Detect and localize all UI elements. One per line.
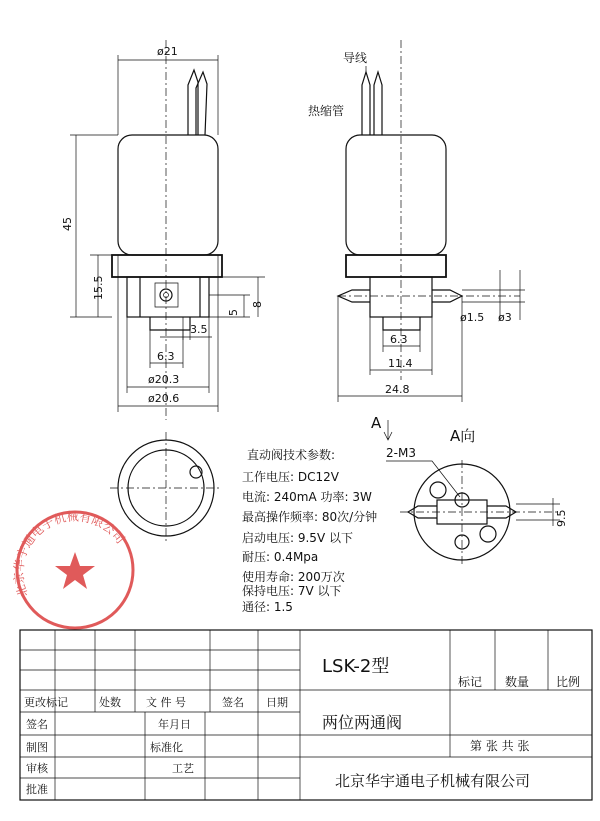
- rev-header-5: 日期: [266, 696, 288, 709]
- spec-block: [242, 447, 377, 614]
- part-name: 两位两通阀: [322, 713, 403, 732]
- sign-row-3: 审核: [26, 762, 48, 775]
- rev-header-4: 签名: [222, 696, 244, 709]
- dim-d21: ø21: [157, 45, 178, 58]
- sheet-label: 第 张 共 张: [470, 739, 530, 753]
- spec-line-3: 最高操作频率: 80次/分钟: [242, 510, 378, 524]
- label-wire: 导线: [343, 51, 368, 65]
- bottom-view-circle: [110, 432, 222, 544]
- port-left-frame: [155, 283, 178, 307]
- flange-left: [112, 255, 222, 277]
- dim-15-5: 15.5: [92, 275, 105, 300]
- dim-11-4: 11.4: [388, 357, 413, 370]
- label-shrink-tube: 热缩管: [308, 104, 345, 118]
- valve-bottom-right: [383, 317, 420, 330]
- sign-right-2: 标准化: [150, 741, 183, 754]
- dim-24-8: 24.8: [385, 383, 410, 396]
- sign-row-1: 签名: [26, 718, 48, 731]
- dim-6-3-right: 6.3: [390, 333, 408, 346]
- dim-d3: ø3: [498, 311, 512, 324]
- sign-row-4: 批准: [26, 783, 48, 796]
- dim-6-3-left: 6.3: [157, 350, 175, 363]
- rev-header-1: 更改标记: [24, 696, 68, 709]
- wire-lead-right: [362, 72, 382, 135]
- dim-45: 45: [61, 217, 74, 231]
- left-view: [61, 40, 265, 420]
- screw-1: [430, 482, 446, 498]
- spec-line-2: 电流: 240mA 功率: 3W: [242, 490, 372, 504]
- coil-body-left: [118, 135, 218, 255]
- spec-title: 直动阀技术参数:: [247, 448, 336, 462]
- dim-d20-6: ø20.6: [148, 392, 180, 405]
- dim-line-d21: [118, 55, 218, 135]
- qty-label: 数量: [505, 675, 530, 689]
- company-stamp: [11, 509, 133, 628]
- sign-right-1: 年月日: [158, 718, 191, 731]
- a-view-title: A向: [450, 427, 476, 445]
- sign-right-3: 工艺: [172, 762, 194, 775]
- view-a-label: A: [371, 414, 382, 432]
- title-block: [20, 630, 592, 800]
- dim-line-9-5: [516, 498, 560, 526]
- thread-label: 2-M3: [386, 446, 416, 460]
- scale-label: 比例: [556, 675, 581, 689]
- spec-line-8: 通径: 1.5: [242, 600, 293, 614]
- dim-8: 8: [251, 301, 264, 308]
- spec-line-6: 使用寿命: 200万次: [242, 570, 345, 584]
- rev-header-2: 处数: [99, 696, 121, 709]
- dim-9-5: 9.5: [555, 509, 568, 527]
- dim-3-5: 3.5: [190, 323, 208, 336]
- spec-line-7: 保持电压: 7V 以下: [242, 584, 342, 598]
- company-name: 北京华宇通电子机械有限公司: [335, 772, 531, 790]
- a-view: [386, 427, 568, 565]
- dim-5: 5: [227, 309, 240, 316]
- spec-line-5: 耐压: 0.4Mpa: [242, 550, 319, 564]
- sign-row-2: 制图: [26, 741, 48, 754]
- flange-right: [346, 255, 446, 277]
- stamp-text: 北京华宇通电子机械有限公司: [11, 509, 128, 599]
- coil-body-right: [346, 135, 446, 255]
- a-view-centerlines: [400, 460, 560, 565]
- stamp-star: [55, 552, 95, 589]
- view-a-arrow: [384, 420, 392, 440]
- dim-d20-3: ø20.3: [148, 373, 180, 386]
- screw-2: [480, 526, 496, 542]
- title-grid-v-right: [450, 630, 548, 757]
- rev-header-3: 文 件 号: [146, 696, 186, 709]
- spec-line-4: 启动电压: 9.5V 以下: [242, 531, 353, 545]
- spec-line-1: 工作电压: DC12V: [242, 470, 339, 484]
- dim-d1-5: ø1.5: [460, 311, 485, 324]
- circle-centerlines: [110, 432, 222, 544]
- right-view: [308, 40, 525, 440]
- mark-label: 标记: [458, 675, 483, 689]
- model-name: LSK-2型: [322, 656, 390, 677]
